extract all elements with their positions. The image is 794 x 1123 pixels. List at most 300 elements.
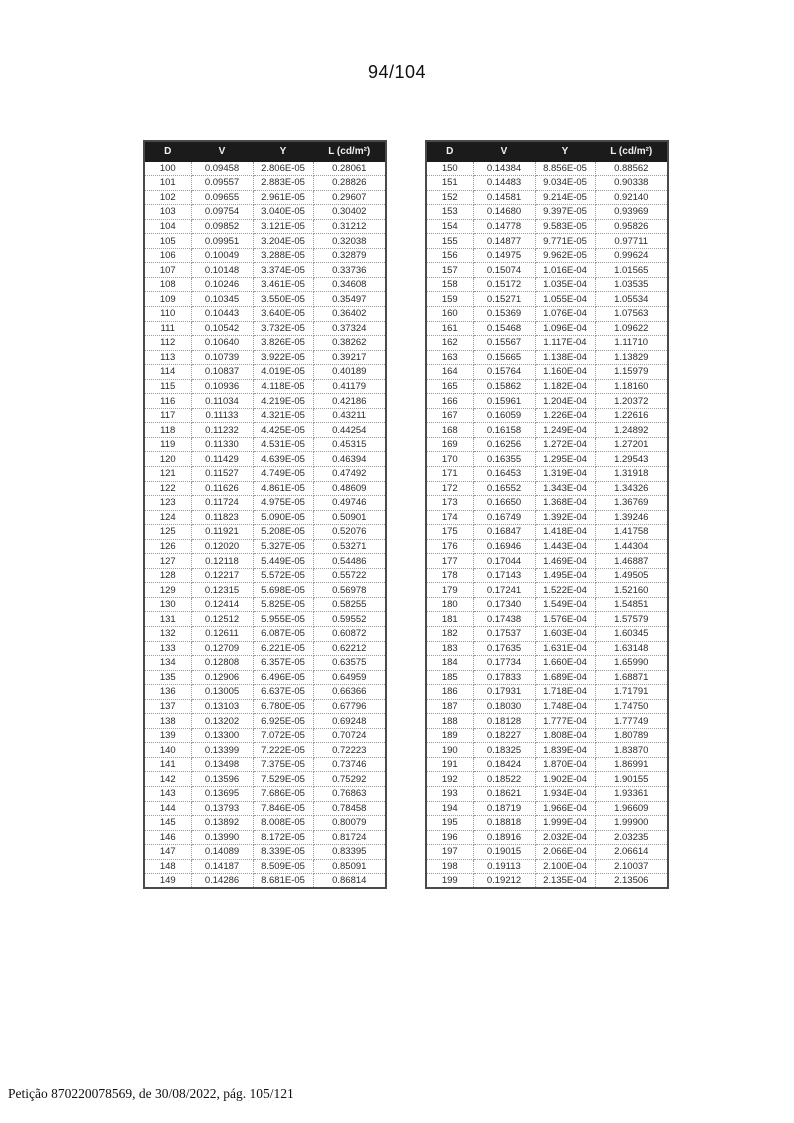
- cell: 0.09557: [191, 176, 253, 191]
- table-header-row: [144, 141, 386, 161]
- cell: 0.14975: [473, 248, 535, 263]
- cell: 6.637E-05: [253, 685, 313, 700]
- cell: 1.055E-04: [535, 292, 595, 307]
- table-row: [144, 306, 386, 321]
- table-row: [426, 583, 668, 598]
- cell: 1.07563: [595, 306, 668, 321]
- table-row: [144, 496, 386, 511]
- cell: 0.19212: [473, 874, 535, 889]
- cell: 157: [426, 263, 473, 278]
- cell: 3.550E-05: [253, 292, 313, 307]
- cell: 1.65990: [595, 656, 668, 671]
- cell: 0.83395: [313, 845, 386, 860]
- column-header: D: [426, 141, 473, 161]
- cell: 0.29607: [313, 190, 386, 205]
- table-row: [426, 379, 668, 394]
- cell: 0.10640: [191, 336, 253, 351]
- cell: 3.121E-05: [253, 219, 313, 234]
- cell: 1.035E-04: [535, 277, 595, 292]
- cell: 1.39246: [595, 510, 668, 525]
- cell: 151: [426, 176, 473, 191]
- cell: 179: [426, 583, 473, 598]
- cell: 114: [144, 365, 191, 380]
- cell: 189: [426, 728, 473, 743]
- cell: 175: [426, 525, 473, 540]
- cell: 139: [144, 728, 191, 743]
- cell: 1.31918: [595, 466, 668, 481]
- cell: 0.18227: [473, 728, 535, 743]
- cell: 0.17044: [473, 554, 535, 569]
- cell: 124: [144, 510, 191, 525]
- cell: 187: [426, 699, 473, 714]
- cell: 0.13695: [191, 787, 253, 802]
- table-row: [144, 161, 386, 176]
- cell: 0.11626: [191, 481, 253, 496]
- cell: 0.13005: [191, 685, 253, 700]
- table-row: [426, 612, 668, 627]
- cell: 1.71791: [595, 685, 668, 700]
- table-row: [144, 743, 386, 758]
- cell: 0.14286: [191, 874, 253, 889]
- cell: 0.18030: [473, 699, 535, 714]
- table-row: [426, 772, 668, 787]
- cell: 0.10542: [191, 321, 253, 336]
- cell: 0.13103: [191, 699, 253, 714]
- cell: 1.13829: [595, 350, 668, 365]
- cell: 0.12217: [191, 568, 253, 583]
- table-row: [426, 641, 668, 656]
- cell: 1.368E-04: [535, 496, 595, 511]
- cell: 137: [144, 699, 191, 714]
- cell: 4.118E-05: [253, 379, 313, 394]
- cell: 0.55722: [313, 568, 386, 583]
- cell: 0.63575: [313, 656, 386, 671]
- table-row: [426, 627, 668, 642]
- cell: 8.172E-05: [253, 830, 313, 845]
- cell: 108: [144, 277, 191, 292]
- cell: 0.13990: [191, 830, 253, 845]
- table-row: [144, 816, 386, 831]
- table-row: [426, 830, 668, 845]
- cell: 5.825E-05: [253, 597, 313, 612]
- cell: 1.319E-04: [535, 466, 595, 481]
- cell: 120: [144, 452, 191, 467]
- cell: 170: [426, 452, 473, 467]
- cell: 167: [426, 408, 473, 423]
- cell: 0.88562: [595, 161, 668, 176]
- cell: 177: [426, 554, 473, 569]
- cell: 1.77749: [595, 714, 668, 729]
- cell: 1.54851: [595, 597, 668, 612]
- cell: 1.24892: [595, 423, 668, 438]
- cell: 0.47492: [313, 466, 386, 481]
- cell: 0.90338: [595, 176, 668, 191]
- cell: 0.16650: [473, 496, 535, 511]
- cell: 0.85091: [313, 859, 386, 874]
- table-row: [426, 728, 668, 743]
- cell: 0.13399: [191, 743, 253, 758]
- cell: 3.204E-05: [253, 234, 313, 249]
- cell: 1.418E-04: [535, 525, 595, 540]
- table-row: [426, 554, 668, 569]
- cell: 0.34608: [313, 277, 386, 292]
- cell: 0.76863: [313, 787, 386, 802]
- cell: 1.603E-04: [535, 627, 595, 642]
- cell: 2.06614: [595, 845, 668, 860]
- cell: 127: [144, 554, 191, 569]
- cell: 5.090E-05: [253, 510, 313, 525]
- table-row: [426, 141, 668, 161]
- table-row: [426, 757, 668, 772]
- cell: 5.572E-05: [253, 568, 313, 583]
- cell: 4.531E-05: [253, 437, 313, 452]
- table-row: [144, 772, 386, 787]
- cell: 0.13892: [191, 816, 253, 831]
- table-row: [144, 336, 386, 351]
- table-row: [426, 452, 668, 467]
- cell: 5.449E-05: [253, 554, 313, 569]
- cell: 122: [144, 481, 191, 496]
- cell: 0.19015: [473, 845, 535, 860]
- cell: 0.73746: [313, 757, 386, 772]
- cell: 147: [144, 845, 191, 860]
- table-row: [144, 350, 386, 365]
- cell: 1.68871: [595, 670, 668, 685]
- column-header: V: [191, 141, 253, 161]
- cell: 160: [426, 306, 473, 321]
- table-row: [144, 141, 386, 161]
- table-row: [144, 627, 386, 642]
- cell: 0.80079: [313, 816, 386, 831]
- cell: 143: [144, 787, 191, 802]
- table-row: [144, 525, 386, 540]
- cell: 3.732E-05: [253, 321, 313, 336]
- cell: 180: [426, 597, 473, 612]
- cell: 6.496E-05: [253, 670, 313, 685]
- cell: 1.295E-04: [535, 452, 595, 467]
- data-table-left: [143, 140, 387, 889]
- cell: 1.60345: [595, 627, 668, 642]
- table-row: [144, 263, 386, 278]
- table-row: [144, 379, 386, 394]
- table-row: [426, 205, 668, 220]
- table-row: [144, 205, 386, 220]
- petition-footer-text: Petição 870220078569, de 30/08/2022, pág. 105/121: [8, 1086, 294, 1101]
- table-row: [426, 219, 668, 234]
- cell: 0.93969: [595, 205, 668, 220]
- table-row: [144, 219, 386, 234]
- cell: 1.11710: [595, 336, 668, 351]
- table-row: [426, 176, 668, 191]
- cell: 0.12709: [191, 641, 253, 656]
- cell: 1.016E-04: [535, 263, 595, 278]
- table-row: [426, 336, 668, 351]
- cell: 1.839E-04: [535, 743, 595, 758]
- cell: 0.15369: [473, 306, 535, 321]
- table-row: [144, 597, 386, 612]
- cell: 1.36769: [595, 496, 668, 511]
- table-row: [426, 423, 668, 438]
- cell: 0.52076: [313, 525, 386, 540]
- cell: 1.46887: [595, 554, 668, 569]
- cell: 0.16355: [473, 452, 535, 467]
- cell: 1.57579: [595, 612, 668, 627]
- cell: 2.03235: [595, 830, 668, 845]
- table-row: [426, 656, 668, 671]
- cell: 4.019E-05: [253, 365, 313, 380]
- cell: 1.999E-04: [535, 816, 595, 831]
- cell: 1.249E-04: [535, 423, 595, 438]
- table-row: [426, 321, 668, 336]
- cell: 194: [426, 801, 473, 816]
- table-row: [426, 787, 668, 802]
- data-table-right: [425, 140, 669, 889]
- cell: 162: [426, 336, 473, 351]
- cell: 2.883E-05: [253, 176, 313, 191]
- cell: 136: [144, 685, 191, 700]
- cell: 3.640E-05: [253, 306, 313, 321]
- cell: 5.955E-05: [253, 612, 313, 627]
- cell: 0.15961: [473, 394, 535, 409]
- cell: 1.902E-04: [535, 772, 595, 787]
- table-header-row: [426, 141, 668, 161]
- cell: 1.93361: [595, 787, 668, 802]
- cell: 1.522E-04: [535, 583, 595, 598]
- cell: 0.15172: [473, 277, 535, 292]
- cell: 0.16749: [473, 510, 535, 525]
- cell: 156: [426, 248, 473, 263]
- cell: 3.922E-05: [253, 350, 313, 365]
- cell: 0.11823: [191, 510, 253, 525]
- table-row: [144, 365, 386, 380]
- cell: 1.52160: [595, 583, 668, 598]
- column-header: Y: [535, 141, 595, 161]
- cell: 1.870E-04: [535, 757, 595, 772]
- page-number: 94/104: [367, 62, 427, 82]
- cell: 0.46394: [313, 452, 386, 467]
- table-row: [144, 437, 386, 452]
- cell: 3.374E-05: [253, 263, 313, 278]
- table-row: [144, 830, 386, 845]
- cell: 6.221E-05: [253, 641, 313, 656]
- cell: 6.925E-05: [253, 714, 313, 729]
- cell: 0.16256: [473, 437, 535, 452]
- cell: 0.16552: [473, 481, 535, 496]
- table-row: [426, 597, 668, 612]
- cell: 4.321E-05: [253, 408, 313, 423]
- cell: 1.392E-04: [535, 510, 595, 525]
- cell: 0.18522: [473, 772, 535, 787]
- cell: 1.27201: [595, 437, 668, 452]
- cell: 0.14089: [191, 845, 253, 860]
- cell: 0.11034: [191, 394, 253, 409]
- cell: 109: [144, 292, 191, 307]
- cell: 155: [426, 234, 473, 249]
- cell: 178: [426, 568, 473, 583]
- cell: 0.12611: [191, 627, 253, 642]
- cell: 1.226E-04: [535, 408, 595, 423]
- cell: 1.160E-04: [535, 365, 595, 380]
- cell: 0.09754: [191, 205, 253, 220]
- cell: 1.15979: [595, 365, 668, 380]
- table-row: [426, 816, 668, 831]
- cell: 0.50901: [313, 510, 386, 525]
- cell: 0.17931: [473, 685, 535, 700]
- cell: 144: [144, 801, 191, 816]
- cell: 4.219E-05: [253, 394, 313, 409]
- cell: 0.36402: [313, 306, 386, 321]
- cell: 1.90155: [595, 772, 668, 787]
- cell: 176: [426, 539, 473, 554]
- cell: 172: [426, 481, 473, 496]
- cell: 110: [144, 306, 191, 321]
- cell: 1.343E-04: [535, 481, 595, 496]
- column-header: Y: [253, 141, 313, 161]
- cell: 0.15074: [473, 263, 535, 278]
- cell: 0.10837: [191, 365, 253, 380]
- table-row: [144, 481, 386, 496]
- table-row: [144, 699, 386, 714]
- cell: 0.17241: [473, 583, 535, 598]
- cell: 134: [144, 656, 191, 671]
- cell: 4.749E-05: [253, 466, 313, 481]
- cell: 174: [426, 510, 473, 525]
- cell: 0.10246: [191, 277, 253, 292]
- table-row: [426, 306, 668, 321]
- table-row: [426, 510, 668, 525]
- cell: 0.49746: [313, 496, 386, 511]
- table-row: [144, 787, 386, 802]
- cell: 0.11232: [191, 423, 253, 438]
- table-row: [426, 743, 668, 758]
- cell: 0.56978: [313, 583, 386, 598]
- cell: 0.14581: [473, 190, 535, 205]
- table-row: [426, 714, 668, 729]
- cell: 1.966E-04: [535, 801, 595, 816]
- cell: 159: [426, 292, 473, 307]
- cell: 0.19113: [473, 859, 535, 874]
- cell: 7.222E-05: [253, 743, 313, 758]
- cell: 0.12512: [191, 612, 253, 627]
- cell: 182: [426, 627, 473, 642]
- cell: 169: [426, 437, 473, 452]
- cell: 107: [144, 263, 191, 278]
- cell: 1.777E-04: [535, 714, 595, 729]
- cell: 0.32038: [313, 234, 386, 249]
- table-row: [144, 452, 386, 467]
- cell: 1.01565: [595, 263, 668, 278]
- cell: 146: [144, 830, 191, 845]
- cell: 0.15468: [473, 321, 535, 336]
- cell: 0.18325: [473, 743, 535, 758]
- table-row: [144, 277, 386, 292]
- cell: 0.10345: [191, 292, 253, 307]
- cell: 0.14877: [473, 234, 535, 249]
- cell: 0.18818: [473, 816, 535, 831]
- table-row: [144, 845, 386, 860]
- cell: 125: [144, 525, 191, 540]
- table-row: [426, 801, 668, 816]
- cell: 0.14778: [473, 219, 535, 234]
- cell: 163: [426, 350, 473, 365]
- table-row: [426, 670, 668, 685]
- cell: 145: [144, 816, 191, 831]
- table-row: [144, 656, 386, 671]
- cell: 1.117E-04: [535, 336, 595, 351]
- cell: 0.28826: [313, 176, 386, 191]
- cell: 7.072E-05: [253, 728, 313, 743]
- cell: 1.63148: [595, 641, 668, 656]
- cell: 9.962E-05: [535, 248, 595, 263]
- cell: 0.12808: [191, 656, 253, 671]
- cell: 0.15764: [473, 365, 535, 380]
- cell: 0.67796: [313, 699, 386, 714]
- cell: 0.09458: [191, 161, 253, 176]
- cell: 1.272E-04: [535, 437, 595, 452]
- cell: 131: [144, 612, 191, 627]
- cell: 0.92140: [595, 190, 668, 205]
- cell: 0.11527: [191, 466, 253, 481]
- cell: 0.11724: [191, 496, 253, 511]
- cell: 140: [144, 743, 191, 758]
- cell: 1.05534: [595, 292, 668, 307]
- cell: 0.16158: [473, 423, 535, 438]
- table-row: [426, 859, 668, 874]
- cell: 150: [426, 161, 473, 176]
- cell: 0.39217: [313, 350, 386, 365]
- cell: 158: [426, 277, 473, 292]
- table-row: [144, 568, 386, 583]
- cell: 173: [426, 496, 473, 511]
- cell: 0.16946: [473, 539, 535, 554]
- cell: 1.29543: [595, 452, 668, 467]
- cell: 1.934E-04: [535, 787, 595, 802]
- cell: 0.53271: [313, 539, 386, 554]
- cell: 0.10148: [191, 263, 253, 278]
- table-row: [426, 292, 668, 307]
- cell: 0.14187: [191, 859, 253, 874]
- cell: 0.11429: [191, 452, 253, 467]
- cell: 1.99900: [595, 816, 668, 831]
- cell: 148: [144, 859, 191, 874]
- table-row: [144, 714, 386, 729]
- cell: 9.583E-05: [535, 219, 595, 234]
- cell: 0.32879: [313, 248, 386, 263]
- cell: 0.81724: [313, 830, 386, 845]
- table-row: [426, 568, 668, 583]
- cell: 0.09655: [191, 190, 253, 205]
- table-row: [426, 365, 668, 380]
- cell: 6.780E-05: [253, 699, 313, 714]
- cell: 2.13506: [595, 874, 668, 889]
- table-row: [144, 874, 386, 889]
- cell: 0.11921: [191, 525, 253, 540]
- cell: 0.59552: [313, 612, 386, 627]
- table-row: [426, 845, 668, 860]
- cell: 168: [426, 423, 473, 438]
- cell: 0.33736: [313, 263, 386, 278]
- table-row: [426, 481, 668, 496]
- cell: 8.681E-05: [253, 874, 313, 889]
- cell: 186: [426, 685, 473, 700]
- cell: 126: [144, 539, 191, 554]
- cell: 0.64959: [313, 670, 386, 685]
- cell: 0.35497: [313, 292, 386, 307]
- cell: 0.11133: [191, 408, 253, 423]
- table-row: [144, 728, 386, 743]
- cell: 1.22616: [595, 408, 668, 423]
- table-row: [144, 466, 386, 481]
